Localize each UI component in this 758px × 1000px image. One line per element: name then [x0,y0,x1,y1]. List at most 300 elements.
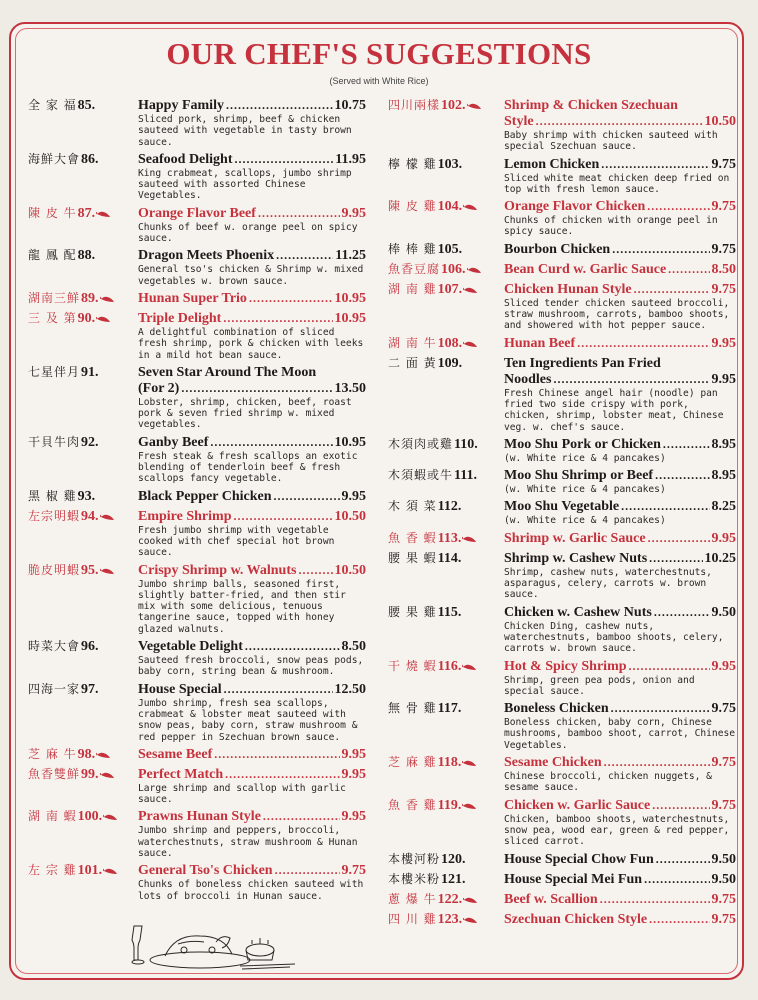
item-number-group [28,507,112,525]
dish-name: Shrimp w. Cashew Nuts [504,550,648,566]
chinese-name: 芝 麻 雞 [388,755,437,770]
menu-item-prawns-hunan-style [28,807,366,859]
hot-pepper-icon [463,340,478,348]
item-number: 89. [81,290,99,306]
menu-item-header [388,753,736,771]
page-title: OUR CHEF'S SUGGESTIONS [166,36,592,71]
dot-leader [656,852,710,867]
chinese-name: 腰 果 蝦 [388,550,437,565]
menu-item-szechuan-chicken-style [388,910,736,928]
dot-leader [274,489,340,504]
menu-item-happy-family [28,96,366,148]
item-number: 93. [77,488,96,504]
hot-pepper-icon [462,759,477,767]
dish-description: Sliced pork, shrimp, beef & chicken sauteed with vegetable in tasty brown sauce. [138,114,352,148]
dish-description: King crabmeat, scallops, jumbo shrimp sauteed with assorted Chinese Vegetables. [138,167,352,202]
dish-name: Ganby Beef [138,434,209,450]
item-number: 91. [81,364,99,380]
dish-price: 8.95 [711,468,736,484]
item-number-group [388,155,478,173]
dot-leader [245,639,340,654]
chinese-name: 無 骨 雞 [388,701,437,716]
item-number: 106. [441,261,466,277]
hot-pepper-icon [96,751,111,759]
dot-leader [298,563,332,578]
dot-leader [225,767,339,782]
dish-description: Sauteed fresh broccoli, snow peas pods, baby corn, string bean & mushroom. [138,655,364,678]
dish-name: Beef w. Scallion [504,891,598,907]
chinese-name: 棒 棒 雞 [388,241,437,256]
item-number-group [388,549,478,567]
menu-item-header [388,497,736,515]
dish-name: General Tso's Chicken [138,863,273,879]
chinese-name: 四 川 雞 [388,911,437,926]
dot-leader [263,809,340,824]
hot-pepper-icon [103,813,118,821]
dot-leader [224,682,333,697]
item-number: 100. [77,809,103,825]
dish-description: Large shrimp and scallop with garlic sauce. [138,782,346,806]
menu-item-header [388,603,736,621]
dish-description: (w. White rice & 4 pancakes) [504,452,666,464]
dish-description: Lobster, shrimp, chicken, beef, roast pork & seven fried shrimp w. mixed vegetables. [138,396,352,431]
item-number-group [28,150,112,168]
dish-description: Shrimp, green pea pods, onion and special sauce. [504,674,695,697]
item-number: 119. [437,797,462,813]
dish-price: 10.50 [334,562,366,578]
item-number-group [28,807,112,825]
dish-description: General tso's chicken & Shrimp w. mixed vegetables w. brown sauce. [138,264,364,287]
menu-item-header [28,561,366,579]
dish-description: Fresh Chinese angel hair (noodle) pan fried two side crispy with pork, chicken, shrimp, lobster meat, Chinese veg. w. chef's sauce. [504,387,724,433]
dish-name: Seafood Delight [138,151,233,167]
chinese-name: 芝 麻 牛 [28,746,77,761]
dish-price: 9.75 [711,755,736,771]
dish-description: Fresh jumbo shrimp with vegetable cooked with chef special hot brown sauce. [138,524,335,559]
hot-pepper-icon [462,802,477,810]
menu-item-header [388,240,736,258]
menu-item-header [28,507,366,525]
chinese-name: 全 家 福 [28,98,77,112]
item-number: 117. [437,701,462,717]
item-number: 92. [81,434,99,450]
dish-price: 12.50 [334,681,366,697]
dish-price: 8.95 [711,436,736,452]
dish-name: House Special Mei Fun [504,871,643,887]
dish-description: (w. White rice & 4 pancakes) [504,515,666,527]
item-number-group [388,753,478,771]
dish-name: Seven Star Around The Moon [138,364,317,380]
dish-price: 9.75 [711,199,736,215]
chinese-name: 黑 椒 雞 [28,488,77,503]
menu-item-ganby-beef [28,433,366,485]
dish-description: Boneless chicken, baby corn, Chinese mushrooms, bamboo shoot, carrot, Chinese Vegetables. [504,717,736,751]
chinese-name: 脆皮明蝦 [28,562,81,577]
dish-name: Dragon Meets Phoenix [138,248,275,264]
dish-price: 10.75 [334,98,366,113]
dish-name-continued-row [138,381,366,397]
menu-item-header [388,699,736,717]
dish-description: Chunks of boneless chicken sauteed with lots of broccoli in Hunan sauce. [138,879,364,902]
dot-leader [634,282,710,297]
dish-price: 9.50 [711,871,736,887]
dish-name: Orange Flavor Beef [138,205,256,221]
dot-leader [226,98,333,113]
menu-item-header [28,680,366,698]
item-number-group [28,561,112,579]
chinese-name: 干 燒 蝦 [388,658,437,673]
item-number-group [388,334,478,352]
hot-pepper-icon [463,286,478,294]
menu-item-header [388,334,736,352]
dot-leader [649,912,709,927]
dish-price: 8.50 [711,261,736,277]
menu-item-hunan-super-trio [28,289,366,307]
dish-name: Boneless Chicken [504,701,609,717]
chinese-name: 湖南三鮮 [28,290,81,305]
chinese-name: 湖 南 蝦 [28,809,77,824]
item-number-group [28,433,112,451]
menu-item-header [388,466,736,484]
menu-item-header [28,96,366,114]
menu-item-hunan-beef [388,334,736,352]
chinese-name: 木須蝦或牛 [388,468,454,483]
item-number-group [28,745,112,763]
menu-item-header [388,96,736,114]
chinese-name: 魚香豆腐 [388,261,441,276]
dish-name: Hot & Spicy Shrimp [504,658,627,674]
hot-pepper-icon [467,102,482,110]
item-number-group [388,354,478,372]
item-number-group [28,861,112,879]
item-number: 104. [437,199,463,215]
item-number-group [388,910,478,928]
dish-name: Shrimp & Chicken Szechuan [504,98,678,113]
dot-leader [223,311,332,326]
item-number-group [388,850,478,868]
item-number-group [388,96,478,114]
dot-leader [577,336,709,351]
menu-item-lemon-chicken [388,155,736,196]
menu-item-header [28,637,366,655]
dish-price: 9.50 [711,851,736,867]
item-number: 123. [437,911,463,927]
item-number: 102. [441,98,466,113]
menu-item-general-tso-s-chicken [28,861,366,902]
dish-name-continued: Noodles [504,371,552,387]
dish-name: Black Pepper Chicken [138,488,272,504]
chinese-name: 七星伴月 [28,364,81,379]
menu-item-header [388,155,736,173]
item-number-group [388,657,478,675]
chinese-name: 魚 香 雞 [388,797,437,812]
dish-name: Chicken w. Garlic Sauce [504,797,651,813]
chinese-name: 湖 南 雞 [388,281,437,296]
item-number-group [388,197,478,215]
chinese-name: 魚香雙鮮 [28,766,81,781]
dish-name-continued-row [504,114,736,130]
hot-pepper-icon [462,663,477,671]
item-number: 98. [77,746,96,762]
item-number: 103. [437,156,463,172]
dish-name: Triple Delight [138,310,222,326]
dish-price: 8.25 [711,499,736,515]
menu-item-header [28,433,366,451]
menu-item-seven-star-around-the-moon [28,363,366,431]
dot-leader [652,798,709,813]
dot-leader [611,701,710,716]
dish-description: Jumbo shrimp balls, seasoned first, slightly batter-fried, and then stir mix with some delicious, tenuous tangerine sauce, topped with honey glazed walnuts. [138,578,346,635]
chinese-name: 海鮮大會 [28,151,81,166]
page-subtitle: (Served with White Rice) [329,76,429,86]
menu-item-shrimp-w-garlic-sauce [388,529,736,547]
item-number-group [28,289,112,307]
dish-name: Lemon Chicken [504,156,600,172]
menu-item-header [28,204,366,222]
menu-item-header [388,870,736,888]
hot-pepper-icon [463,203,478,211]
dot-leader [258,206,340,221]
item-number: 113. [437,530,462,546]
menu-item-header [388,796,736,814]
item-number: 112. [437,499,462,515]
menu-item-header [28,246,366,264]
hot-pepper-icon [463,916,478,924]
item-number-group [388,280,478,298]
dish-description: Jumbo shrimp, fresh sea scallops, crabmeat & lobster meat sauteed with snow peas, baby corn, straw mushroom & red pepper in Szechuan brown sauce. [138,697,358,743]
chinese-name: 左宗明蝦 [28,508,81,523]
dish-price: 9.75 [341,863,366,879]
item-number-group [388,497,478,515]
hot-pepper-icon [96,210,111,218]
menu-column-right [388,96,736,930]
menu-item-header [28,289,366,307]
menu-item-header [28,150,366,168]
menu-item-house-special-chow-fun [388,850,736,868]
dot-leader [210,435,332,450]
menu-item-perfect-match [28,765,366,806]
menu-item-orange-flavor-beef [28,204,366,245]
item-number: 86. [81,151,99,167]
dish-description: Baby shrimp with chicken sauteed with special Szechuan sauce. [504,130,718,153]
dish-name-continued-row [504,372,736,388]
dish-name: Shrimp w. Garlic Sauce [504,530,646,546]
dot-leader [601,157,709,172]
menu-item-ten-ingredients-pan-fried [388,354,736,433]
dish-name: Crispy Shrimp w. Walnuts [138,562,297,578]
dish-description: Shrimp, cashew nuts, waterchestnuts, asparagus, celery, carrots w. brown sauce. [504,566,712,601]
dish-price: 13.50 [334,380,366,396]
menu-item-crispy-shrimp-w-walnuts [28,561,366,635]
item-number: 122. [437,891,463,907]
menu-item-dragon-meets-phoenix [28,246,366,287]
item-number: 97. [81,681,99,697]
item-number-group [28,487,112,505]
dish-description: Chinese broccoli, chicken nuggets, & sesame sauce. [504,771,712,794]
hot-pepper-icon [96,315,111,323]
chinese-name: 時菜大會 [28,639,81,654]
menu-item-header [388,910,736,928]
menu-item-header [28,765,366,783]
dish-name: House Special [138,681,222,697]
dish-name: Bean Curd w. Garlic Sauce [504,261,667,277]
dish-name: Orange Flavor Chicken [504,199,646,215]
item-number: 118. [437,755,462,771]
dish-price: 9.75 [711,701,736,717]
chinese-name: 檸 檬 雞 [388,156,437,171]
dish-price: 9.95 [711,335,736,351]
dish-name: Happy Family [138,98,224,113]
menu-item-header [28,309,366,327]
dish-price: 9.75 [711,911,736,927]
menu-item-orange-flavor-chicken [388,197,736,238]
roast-platter-illustration [120,920,300,972]
hot-pepper-icon [100,513,115,521]
dish-price: 10.50 [704,114,736,129]
chinese-name: 龍 鳳 配 [28,248,77,263]
dish-name: Ten Ingredients Pan Fried [504,355,661,371]
dish-name-continued: (For 2) [138,380,180,396]
dish-description: Jumbo shrimp and peppers, broccoli, waterchestnuts, straw mushroom & Hunan sauce. [138,825,358,859]
item-number: 99. [81,766,99,782]
dish-name: Szechuan Chicken Style [504,911,648,927]
menu-item-header [388,529,736,547]
item-number-group [28,96,112,114]
chinese-name: 本樓河粉 [388,851,441,866]
dish-price: 9.75 [711,241,736,257]
item-number-group [388,796,478,814]
chinese-name: 四川兩樣 [388,98,441,112]
hot-pepper-icon [462,535,477,543]
dot-leader [612,242,709,257]
menu-item-header [28,363,366,381]
chinese-name: 四海一家 [28,681,81,696]
dish-price: 9.95 [711,371,736,387]
menu-item-header [388,260,736,278]
menu-item-bean-curd-w-garlic-sauce [388,260,736,278]
item-number: 111. [454,468,477,484]
menu-item-header [28,487,366,505]
dot-leader [235,152,334,167]
dish-name: Hunan Beef [504,335,576,351]
dish-price: 9.95 [341,809,366,825]
menu-item-chicken-hunan-style [388,280,736,332]
dish-price: 9.95 [341,766,366,782]
dish-name: Bourbon Chicken [504,241,611,257]
item-number: 108. [437,335,463,351]
item-number: 110. [454,436,478,452]
chinese-name: 腰 果 雞 [388,604,437,619]
chinese-name: 蔥 爆 牛 [388,891,437,906]
menu-item-header [28,807,366,825]
item-number-group [28,765,112,783]
menu-item-bourbon-chicken [388,240,736,258]
item-number-group [388,240,478,258]
dish-name: Sesame Chicken [504,755,602,771]
menu-item-header [388,197,736,215]
dish-price: 9.95 [341,488,366,504]
menu-item-header [388,657,736,675]
dish-price: 9.75 [711,797,736,813]
menu-item-moo-shu-pork-or-chicken [388,435,736,464]
menu-item-moo-shu-shrimp-or-beef [388,466,736,495]
chinese-name: 陳 皮 雞 [388,199,437,214]
dish-description: (w. White rice & 4 pancakes) [504,484,666,496]
menu-item-header [28,861,366,879]
chinese-name: 二 面 黃 [388,355,437,370]
chinese-name: 左 宗 雞 [28,863,77,878]
menu-item-shrimp-chicken-szechuan [388,96,736,153]
dot-leader [663,437,710,452]
menu-item-hot-spicy-shrimp [388,657,736,698]
item-number-group [28,246,112,264]
dot-leader [621,499,709,514]
dish-description: A delightful combination of sliced fresh shrimp, pork & chicken with leeks in a mild hot bean sauce. [138,326,364,361]
menu-item-beef-w-scallion [388,890,736,908]
menu-item-header [388,549,736,567]
menu-item-header [388,280,736,298]
hot-pepper-icon [467,266,482,274]
chinese-name: 木須肉或雞 [388,436,454,451]
item-number-group [388,890,478,908]
item-number: 87. [77,205,96,221]
dot-leader [649,551,702,566]
item-number-group [28,680,112,698]
item-number: 115. [437,604,462,620]
chinese-name: 陳 皮 牛 [28,205,77,220]
item-number: 96. [81,639,99,655]
dot-leader [275,863,340,878]
menu-item-header [28,745,366,763]
menu-item-boneless-chicken [388,699,736,751]
item-number: 90. [77,310,96,326]
dish-description: Sliced white meat chicken deep fried on top with fresh lemon sauce. [504,172,730,195]
item-number-group [28,363,112,381]
dish-price: 11.95 [335,151,366,167]
menu-item-chicken-w-cashew-nuts [388,603,736,655]
dish-name: Hunan Super Trio [138,290,247,306]
chinese-name: 湖 南 牛 [388,335,437,350]
chinese-name: 魚 香 蝦 [388,530,437,545]
dot-leader [600,892,710,907]
dish-name-continued: Style [504,114,534,129]
dish-name: Moo Shu Pork or Chicken [504,436,661,452]
dish-description: Chicken, bamboo shoots, waterchestnuts, snow pea, wood ear, green & red pepper, sliced carrot. [504,813,730,848]
item-number-group [28,637,112,655]
dish-description: Sliced tender chicken sauteed broccoli, straw mushroom, carrots, bamboo shoots, and showered with hot pepper sauce. [504,297,730,332]
menu-item-house-special-mei-fun [388,870,736,888]
dish-description: Chicken Ding, cashew nuts, waterchestnuts, bamboo shoots, celery, carrots w. brown sauce. [504,620,724,655]
hot-pepper-icon [100,771,115,779]
chinese-name: 本樓米粉 [388,871,441,886]
item-number: 85. [77,98,96,113]
menu-item-header [388,890,736,908]
menu-item-empire-shrimp [28,507,366,559]
dish-price: 10.95 [334,310,366,326]
dish-description: Chunks of beef w. orange peel on spicy sauce. [138,221,358,245]
item-number: 120. [441,851,466,867]
dish-price: 9.75 [711,891,736,907]
menu-item-shrimp-w-cashew-nuts [388,549,736,601]
item-number-group [388,260,478,278]
dish-name: Vegetable Delight [138,639,243,655]
dot-leader [233,509,332,524]
menu-item-black-pepper-chicken [28,487,366,505]
dish-name: Moo Shu Vegetable [504,499,620,515]
dish-description: Chunks of chicken with orange peel in spicy sauce. [504,215,718,238]
dish-price: 10.95 [334,434,366,450]
dish-name: Chicken w. Cashew Nuts [504,604,652,620]
